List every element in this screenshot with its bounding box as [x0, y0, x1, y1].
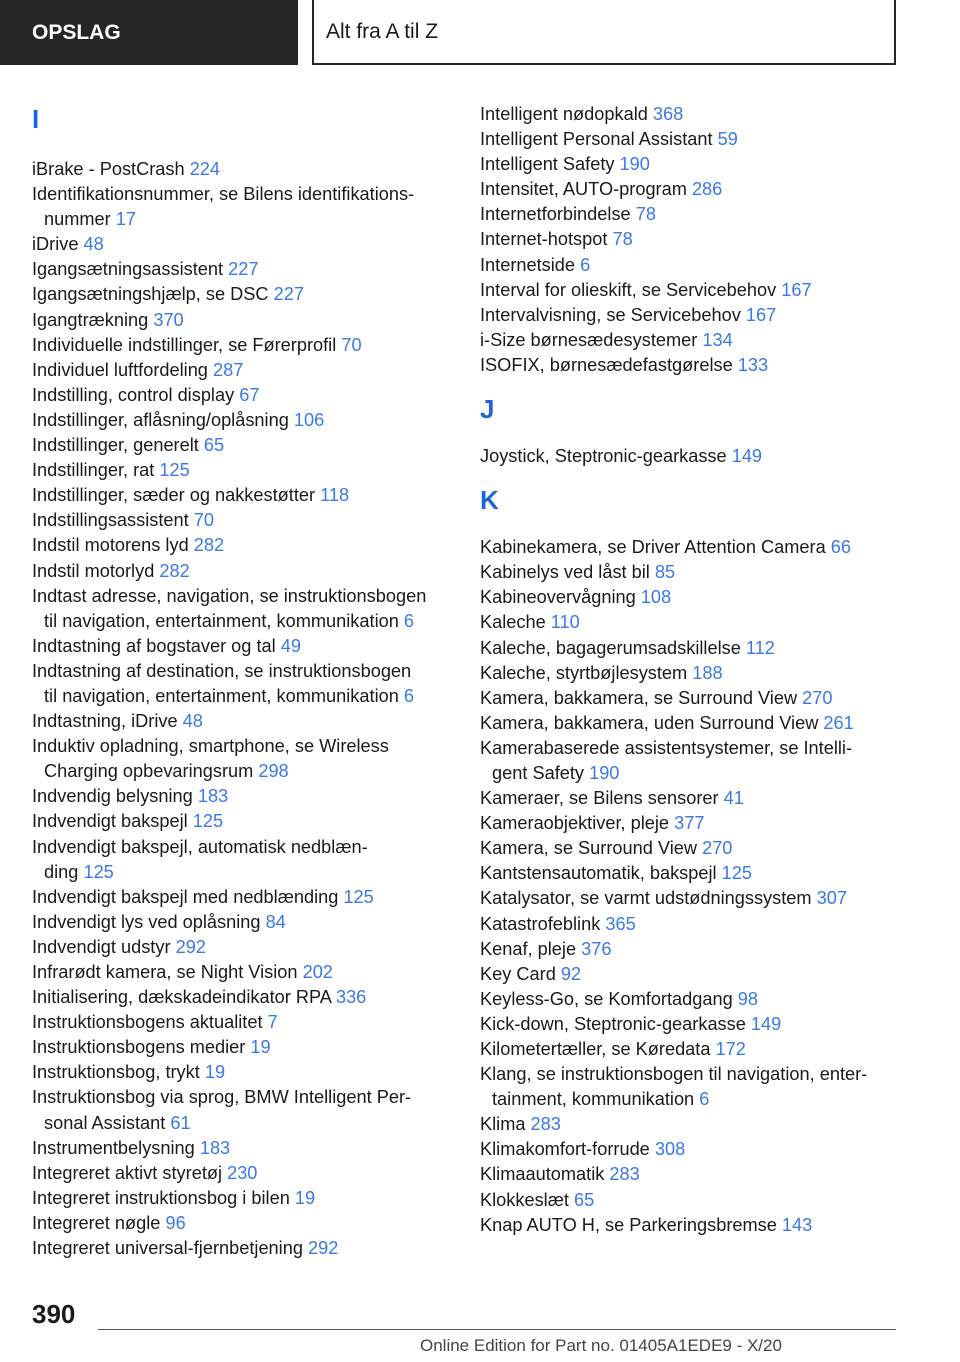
page-reference-link[interactable]: 84 [265, 911, 286, 932]
entry-text: Instruktionsbog via sprog, BMW Intelligent Per- [32, 1087, 412, 1108]
page-reference-link[interactable]: 66 [830, 537, 852, 558]
entry-text: ding [44, 861, 84, 882]
entry-text: Integreret nøgle [32, 1212, 166, 1233]
index-entry [32, 182, 452, 232]
index-entry [32, 1236, 452, 1261]
page-reference-link[interactable]: 188 [692, 662, 723, 683]
page-reference-link[interactable]: 172 [715, 1039, 746, 1059]
entry-text: nummer [44, 209, 116, 230]
index-entry [32, 508, 452, 533]
index-entry [32, 960, 452, 985]
entry-text: Igangsætningsassistent [32, 259, 229, 280]
page-reference-link[interactable]: 19 [250, 1037, 271, 1058]
entry-text: Intelligent Personal Assistant [480, 129, 718, 150]
index-entry [32, 383, 452, 408]
index-entry [32, 333, 452, 358]
entry-text: Instruktionsbogens medier [32, 1037, 251, 1058]
page-reference-link[interactable]: 118 [320, 485, 350, 506]
footer-divider [98, 1329, 896, 1330]
entry-text: Internetside [480, 254, 581, 275]
entry-text: Intelligent Safety [480, 154, 620, 175]
page-reference-link[interactable]: 270 [702, 838, 733, 859]
entry-text: Igangtrækning [32, 309, 154, 330]
page-reference-link[interactable]: 7 [267, 1012, 278, 1033]
page-reference-link[interactable]: 261 [823, 712, 854, 733]
entry-text: Internet-hotspot [480, 229, 613, 250]
entry-text: Individuelle indstillinger, se Førerprofil [32, 334, 342, 355]
entry-text: Charging opbevaringsrum [44, 761, 259, 782]
page-reference-link[interactable]: 19 [294, 1187, 316, 1208]
page-reference-link[interactable]: 108 [640, 587, 672, 608]
index-entry [32, 308, 452, 333]
page-reference-link[interactable]: 78 [612, 229, 633, 250]
entry-text: Indstil motorlyd [32, 560, 160, 581]
index-entry [32, 157, 452, 182]
entry-text: Indtastning af destination, se instruktionsbogen [32, 660, 412, 681]
page-reference-link[interactable]: 96 [165, 1212, 186, 1233]
index-entry [480, 1037, 900, 1062]
index-entry [32, 935, 452, 960]
index-entry [32, 910, 452, 935]
entry-text: Kamera, bakkamera, se Surround View [480, 687, 803, 708]
page-reference-link[interactable]: 61 [170, 1112, 191, 1133]
page-reference-link[interactable]: 125 [343, 886, 374, 907]
index-entry [480, 937, 900, 962]
entry-text: til navigation, entertainment, kommunikation [44, 610, 404, 631]
index-entry [480, 585, 900, 610]
page-reference-link[interactable]: 65 [203, 435, 225, 456]
page-reference-link[interactable]: 292 [308, 1238, 339, 1259]
index-entry [480, 636, 900, 661]
entry-text: Kenaf, pleje [480, 938, 582, 959]
page-reference-link[interactable]: 48 [182, 711, 203, 732]
index-entry [480, 1137, 900, 1162]
page-reference-link[interactable]: 49 [280, 635, 301, 656]
index-entry [480, 811, 900, 836]
index-entry [480, 1112, 900, 1137]
entry-text: Indstilling, control display [32, 384, 240, 405]
index-entry [32, 985, 452, 1010]
index-entry [480, 202, 900, 227]
entry-text: ISOFIX, børnesædefastgørelse [480, 354, 738, 375]
page-reference-link[interactable]: 78 [635, 204, 656, 225]
page-reference-link[interactable]: 283 [530, 1114, 561, 1135]
entry-text: Indstillinger, generelt [32, 435, 204, 456]
page-reference-link[interactable]: 183 [197, 786, 229, 807]
page-reference-link[interactable]: 85 [654, 562, 676, 583]
chapter-title: Alt fra A til Z [312, 0, 896, 65]
page-reference-link[interactable]: 202 [302, 962, 333, 982]
index-entry [32, 1186, 452, 1211]
index-entry [32, 659, 452, 709]
page-reference-link[interactable]: 190 [619, 154, 650, 175]
entry-text: Kaleche, styrtbøjlesystem [480, 662, 693, 683]
page-reference-link[interactable]: 282 [159, 560, 190, 581]
page-reference-link[interactable]: 230 [227, 1162, 258, 1183]
entry-text: Kabineovervågning [480, 587, 641, 608]
page-reference-link[interactable]: 282 [193, 535, 225, 556]
index-entry [32, 634, 452, 659]
index-entry [480, 177, 900, 202]
entry-text: Katalysator, se varmt udstødningssystem [480, 888, 817, 909]
index-entry [480, 328, 900, 353]
entry-text: Kamera, bakkamera, uden Surround View [480, 712, 824, 733]
page-reference-link[interactable]: 227 [228, 259, 259, 280]
index-entry [32, 483, 452, 508]
page-reference-link[interactable]: 368 [652, 104, 684, 124]
page-reference-link[interactable]: 98 [737, 988, 759, 1009]
entry-text: Intensitet, AUTO-program [480, 179, 692, 200]
entry-text: Kantstensautomatik, bakspejl [480, 863, 722, 884]
entry-text: Individuel luftfordeling [32, 359, 213, 380]
entry-text: Internetforbindelse [480, 204, 636, 225]
index-entry [32, 282, 452, 307]
entry-text: Indvendigt bakspejl [32, 811, 193, 832]
index-entry [32, 533, 452, 558]
page-reference-link[interactable]: 370 [153, 309, 184, 330]
entry-text: Instruktionsbog, trykt [32, 1062, 205, 1083]
index-entry [480, 886, 900, 911]
page-reference-link[interactable]: 65 [574, 1189, 595, 1210]
entry-text: Joystick, Steptronic-gearkasse [480, 446, 732, 467]
index-entry [480, 962, 900, 987]
page-reference-link[interactable]: 110 [550, 612, 580, 633]
page-reference-link[interactable]: 125 [192, 811, 224, 832]
entry-text: Indvendig belysning [32, 786, 198, 807]
index-entry [480, 610, 900, 635]
index-entry [32, 1035, 452, 1060]
index-entry [32, 1211, 452, 1236]
entry-text: Klima [480, 1114, 531, 1135]
page-reference-link[interactable]: 125 [159, 460, 190, 481]
footer-edition: Online Edition for Part no. 01405A1EDE9 - X/20 [420, 1336, 782, 1355]
entry-text: Knap AUTO H, se Parkeringsbremse [480, 1214, 782, 1235]
page-reference-link[interactable]: 376 [581, 938, 612, 959]
index-entry [480, 1062, 900, 1112]
entry-text: Integreret aktivt styretøj [32, 1162, 228, 1183]
entry-text: iBrake - PostCrash [32, 159, 190, 179]
section-tab: OPSLAG [0, 0, 298, 65]
entry-text: Keyless-Go, se Komfortadgang [480, 988, 738, 1009]
page-reference-link[interactable]: 106 [293, 409, 325, 430]
entry-text: Igangsætningshjælp, se DSC [32, 284, 274, 305]
entry-text: Initialisering, dækskadeindikator RPA [32, 987, 336, 1008]
index-entry [480, 127, 900, 152]
page-reference-link[interactable]: 336 [335, 987, 367, 1008]
entry-text: Induktiv opladning, smartphone, se Wireless [32, 736, 389, 757]
index-entry [32, 809, 452, 834]
entry-text: gent Safety [492, 762, 590, 783]
index-letter-heading: K [480, 485, 499, 516]
page-reference-link[interactable]: 17 [115, 209, 136, 230]
entry-text: Indstillinger, sæder og nakkestøtter [32, 485, 321, 506]
page-reference-link[interactable]: 92 [560, 963, 582, 984]
index-entry [32, 734, 452, 784]
index-entry [32, 408, 452, 433]
index-entry [480, 353, 900, 378]
index-entry [480, 102, 900, 127]
entry-text: Kameraer, se Bilens sensorer [480, 788, 724, 809]
index-entry [32, 584, 452, 634]
index-entry [480, 152, 900, 177]
page-reference-link[interactable]: 149 [731, 446, 763, 467]
index-entry [480, 278, 900, 303]
index-entry [480, 1012, 900, 1037]
page-reference-link[interactable]: 70 [193, 510, 214, 531]
entry-text: sonal Assistant [44, 1112, 171, 1133]
entry-text: til navigation, entertainment, kommunikation [44, 685, 404, 706]
entry-text: Indvendigt udstyr [32, 936, 176, 957]
page-reference-link[interactable]: 270 [802, 687, 833, 708]
index-entry [480, 861, 900, 886]
entry-text: Kaleche, bagagerumsadskillelse [480, 637, 746, 658]
page-reference-link[interactable]: 67 [239, 384, 260, 405]
index-letter-heading: I [32, 104, 40, 134]
index-entry [480, 1213, 900, 1238]
index-entry [480, 535, 900, 560]
entry-text: Klimaautomatik [480, 1164, 610, 1185]
entry-text: Kamerabaserede assistentsystemer, se Intelli- [480, 737, 852, 758]
page-reference-link[interactable]: 377 [674, 813, 705, 834]
page-reference-link[interactable]: 6 [403, 610, 415, 631]
index-entry [480, 253, 900, 278]
index-column-right [480, 102, 900, 1238]
index-entry [480, 560, 900, 585]
page-reference-link[interactable]: 286 [691, 179, 723, 200]
entry-text: Kabinekamera, se Driver Attention Camera [480, 537, 831, 558]
page-reference-link[interactable]: 143 [781, 1214, 813, 1235]
index-entry [32, 885, 452, 910]
index-entry [32, 433, 452, 458]
entry-text: Kilometertæller, se Køredata [480, 1039, 716, 1059]
entry-text: Katastrofeblink [480, 913, 606, 934]
page-reference-link[interactable]: 112 [745, 637, 775, 658]
page-reference-link[interactable]: 287 [212, 359, 244, 380]
index-entry [32, 257, 452, 282]
entry-text: Interval for olieskift, se Servicebehov [480, 279, 782, 300]
entry-text: tainment, kommunikation [492, 1089, 700, 1110]
entry-text: Indstillingsassistent [32, 510, 194, 531]
index-entry [480, 1188, 900, 1213]
entry-text: Indtastning af bogstaver og tal [32, 635, 281, 656]
index-entry [480, 711, 900, 736]
index-entry [480, 303, 900, 328]
index-entry [480, 686, 900, 711]
index-entry [32, 1085, 452, 1135]
page-reference-link[interactable]: 70 [341, 334, 362, 355]
entry-text: Kabinelys ved låst bil [480, 562, 655, 583]
page-reference-link[interactable]: 59 [717, 129, 738, 150]
entry-text: Indvendigt bakspejl, automatisk nedblæn- [32, 836, 368, 857]
entry-text: Indstil motorens lyd [32, 535, 194, 556]
page-reference-link[interactable]: 308 [654, 1139, 686, 1160]
entry-text: Kick-down, Steptronic-gearkasse [480, 1013, 751, 1034]
index-entry [480, 1162, 900, 1187]
page-reference-link[interactable]: 167 [745, 304, 777, 325]
page-reference-link[interactable]: 365 [605, 913, 636, 934]
entry-text: Kaleche [480, 612, 551, 633]
index-entry [32, 1060, 452, 1085]
index-entry [32, 458, 452, 483]
index-entry [480, 444, 900, 469]
entry-text: Integreret universal-fjernbetjening [32, 1238, 309, 1259]
page-reference-link[interactable]: 133 [737, 354, 769, 375]
entry-text: Intelligent nødopkald [480, 104, 653, 124]
index-entry [480, 912, 900, 937]
page-reference-link[interactable]: 6 [403, 685, 415, 706]
entry-text: Klang, se instruktionsbogen til navigation, enter- [480, 1064, 868, 1085]
entry-text: Key Card [480, 963, 561, 984]
entry-text: Klokkeslæt [480, 1189, 575, 1210]
index-letter-heading: J [480, 394, 495, 425]
entry-text: Kameraobjektiver, pleje [480, 813, 675, 834]
index-entry [32, 1010, 452, 1035]
index-entry [480, 987, 900, 1012]
page-reference-link[interactable]: 167 [781, 279, 812, 300]
page-reference-link[interactable]: 190 [589, 762, 620, 783]
index-entry [32, 559, 452, 584]
index-entry [32, 784, 452, 809]
entry-text: Indstillinger, aflåsning/oplåsning [32, 409, 294, 430]
page-reference-link[interactable]: 41 [723, 788, 744, 809]
entry-text: Infrarødt kamera, se Night Vision [32, 962, 303, 982]
page-reference-link[interactable]: 224 [189, 159, 221, 179]
index-entry [480, 836, 900, 861]
page-reference-link[interactable]: 149 [750, 1013, 782, 1034]
entry-text: i-Size børnesædesystemer [480, 329, 703, 350]
index-entry [32, 835, 452, 885]
page-reference-link[interactable]: 298 [258, 761, 289, 782]
index-entry [480, 227, 900, 252]
page-reference-link[interactable]: 48 [83, 234, 104, 255]
index-entry [480, 661, 900, 686]
page-reference-link[interactable]: 227 [273, 284, 304, 305]
index-entry [480, 786, 900, 811]
index-entry [32, 1161, 452, 1186]
index-entry [32, 358, 452, 383]
page-reference-link[interactable]: 6 [699, 1089, 710, 1110]
page-reference-link[interactable]: 19 [204, 1062, 226, 1083]
entry-text: Indtast adresse, navigation, se instruktionsbogen [32, 585, 427, 606]
entry-text: iDrive [32, 234, 84, 255]
page-reference-link[interactable]: 283 [609, 1164, 640, 1185]
entry-text: Indvendigt lys ved oplåsning [32, 911, 266, 932]
page-reference-link[interactable]: 307 [816, 888, 847, 909]
header [0, 0, 960, 66]
page-reference-link[interactable]: 292 [175, 936, 206, 957]
index-entry [32, 232, 452, 257]
entry-text: Instrumentbelysning [32, 1137, 200, 1158]
index-entry [480, 736, 900, 786]
entry-text: Identifikationsnummer, se Bilens identifikations- [32, 184, 415, 205]
entry-text: Intervalvisning, se Servicebehov [480, 304, 746, 325]
page-reference-link[interactable]: 125 [721, 863, 752, 884]
entry-text: Integreret instruktionsbog i bilen [32, 1187, 295, 1208]
entry-text: Kamera, se Surround View [480, 838, 703, 859]
entry-text: Klimakomfort-forrude [480, 1139, 655, 1160]
page-reference-link[interactable]: 134 [702, 329, 733, 350]
entry-text: Indvendigt bakspejl med nedblænding [32, 886, 344, 907]
index-column-left [32, 102, 452, 1261]
page-number: 390 [32, 1299, 76, 1329]
entry-text: Instruktionsbogens aktualitet [32, 1012, 268, 1033]
index-entry [32, 1136, 452, 1161]
entry-text: Indtastning, iDrive [32, 711, 183, 732]
index-entry [32, 709, 452, 734]
page-reference-link[interactable]: 125 [83, 861, 114, 882]
page-reference-link[interactable]: 6 [580, 254, 591, 275]
entry-text: Indstillinger, rat [32, 460, 160, 481]
page-reference-link[interactable]: 183 [199, 1137, 231, 1158]
